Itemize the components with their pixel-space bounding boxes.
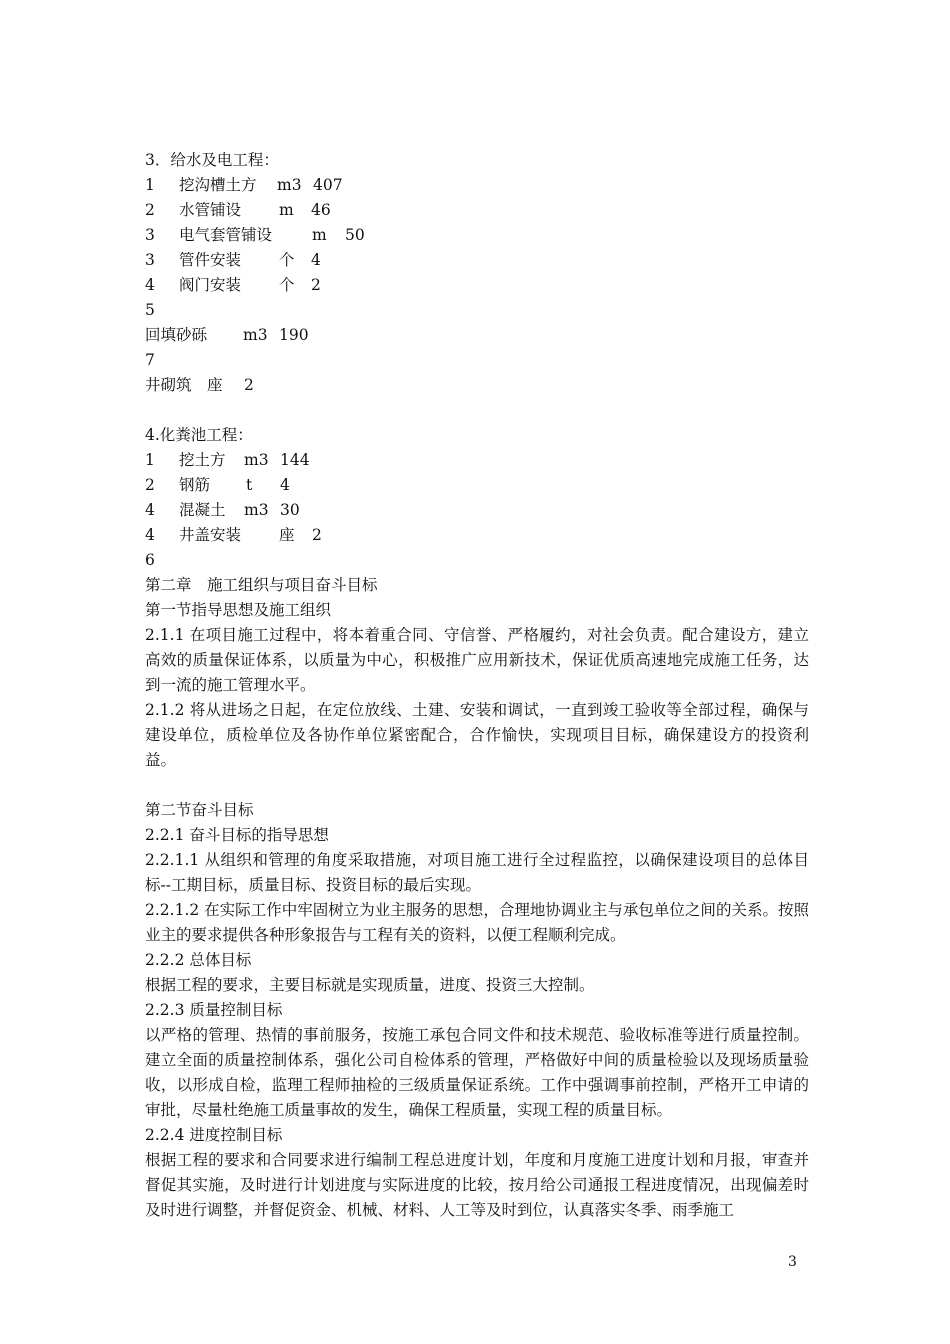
item-name: 钢筋 xyxy=(179,476,211,494)
item-name: 回填砂砾 xyxy=(145,326,208,344)
item-no: 3 xyxy=(145,226,155,244)
item-name: 水管铺设 xyxy=(179,201,242,219)
chapter-title: 第二章 施工组织与项目奋斗目标 xyxy=(145,576,378,594)
list-item xyxy=(145,498,809,523)
item-unit: m3 xyxy=(243,326,268,344)
paragraph: 2.1.2 将从进场之日起，在定位放线、土建、安装和调试，一直到竣工验收等全部过程，确保与建设单位，质检单位及各协作单位紧密配合，合作愉快，实现项目目标，确保建设方的投资利益。 xyxy=(145,701,809,769)
item-no: 2 xyxy=(145,201,155,219)
item-no: 1 xyxy=(145,451,155,469)
item-name: 挖土方 xyxy=(179,451,226,469)
item-no: 4 xyxy=(145,276,155,294)
item-no: 3 xyxy=(145,251,155,269)
section-title: 第一节指导思想及施工组织 xyxy=(145,601,332,619)
item-unit: 个 xyxy=(279,276,295,294)
item-no: 4 xyxy=(145,526,155,544)
page-content xyxy=(145,148,809,1223)
item-name: 井砌筑 xyxy=(145,376,192,394)
item-number-line: 5 xyxy=(145,301,155,319)
item-qty: 2 xyxy=(244,376,254,394)
item-qty: 190 xyxy=(279,326,309,344)
section-title: 第二节奋斗目标 xyxy=(145,801,254,819)
list-item xyxy=(145,373,809,398)
list-item xyxy=(145,323,809,348)
page-number: 3 xyxy=(788,1254,797,1270)
item-unit: t xyxy=(246,476,253,494)
item-qty: 30 xyxy=(280,501,300,519)
list-item xyxy=(145,248,809,273)
item-unit: m3 xyxy=(277,176,302,194)
section-title-water-electric: 3．给水及电工程： xyxy=(145,151,279,169)
item-qty: 4 xyxy=(280,476,290,494)
item-unit: 座 xyxy=(279,526,295,544)
subsection-title: 2.2.1 奋斗目标的指导思想 xyxy=(145,826,329,844)
list-item xyxy=(145,523,809,548)
item-name: 管件安装 xyxy=(179,251,242,269)
paragraph: 2.1.1 在项目施工过程中，将本着重合同、守信誉、严格履约，对社会负责。配合建设方，建立高效的质量保证体系，以质量为中心，积极推广应用新技术，保证优质高速地完成施工任务，达到一流的施工管理水平。 xyxy=(145,626,809,694)
list-item xyxy=(145,173,809,198)
item-no: 1 xyxy=(145,176,155,194)
item-qty: 407 xyxy=(313,176,343,194)
item-name: 挖沟槽土方 xyxy=(179,176,257,194)
item-unit: 座 xyxy=(207,376,223,394)
item-no: 2 xyxy=(145,476,155,494)
list-item xyxy=(145,473,809,498)
paragraph: 以严格的管理、热情的事前服务，按施工承包合同文件和技术规范、验收标准等进行质量控制。建立全面的质量控制体系，强化公司自检体系的管理，严格做好中间的质量检验以及现场质量验收，以形成自检，监理工程师抽检的三级质量保证系统。工作中强调事前控制，严格开工申请的审批，尽量杜绝施工质量事故的发生，确保工程质量，实现工程的质量目标。 xyxy=(145,1026,809,1119)
item-qty: 50 xyxy=(345,226,365,244)
section-title-septic: 4.化粪池工程： xyxy=(145,426,253,444)
item-no: 4 xyxy=(145,501,155,519)
item-unit: m3 xyxy=(244,501,269,519)
list-item xyxy=(145,198,809,223)
item-name: 井盖安装 xyxy=(179,526,242,544)
spacer xyxy=(145,398,809,423)
item-qty: 144 xyxy=(280,451,310,469)
item-number-line: 6 xyxy=(145,551,155,569)
paragraph: 2.2.1.1 从组织和管理的角度采取措施，对项目施工进行全过程监控，以确保建设项目的总体目标--工期目标，质量目标、投资目标的最后实现。 xyxy=(145,851,809,894)
list-item xyxy=(145,448,809,473)
item-unit: m xyxy=(312,226,327,244)
item-name: 电气套管铺设 xyxy=(179,226,273,244)
paragraph: 根据工程的要求，主要目标就是实现质量，进度、投资三大控制。 xyxy=(145,976,595,994)
list-item xyxy=(145,223,809,248)
item-unit: 个 xyxy=(279,251,295,269)
subsection-title: 2.2.4 进度控制目标 xyxy=(145,1126,283,1144)
list-item xyxy=(145,273,809,298)
item-qty: 46 xyxy=(311,201,331,219)
item-number-line: 7 xyxy=(145,351,155,369)
item-unit: m xyxy=(279,201,294,219)
item-name: 混凝土 xyxy=(179,501,226,519)
spacer xyxy=(145,773,809,798)
item-unit: m3 xyxy=(244,451,269,469)
item-qty: 2 xyxy=(311,276,321,294)
item-name: 阀门安装 xyxy=(179,276,242,294)
paragraph: 2.2.1.2 在实际工作中牢固树立为业主服务的思想，合理地协调业主与承包单位之间的关系。按照业主的要求提供各种形象报告与工程有关的资料，以便工程顺利完成。 xyxy=(145,901,809,944)
paragraph: 根据工程的要求和合同要求进行编制工程总进度计划，年度和月度施工进度计划和月报，审查并督促其实施，及时进行计划进度与实际进度的比较，按月给公司通报工程进度情况，出现偏差时及时进行调整，并督促资金、机械、材料、人工等及时到位，认真落实冬季、雨季施工 xyxy=(145,1151,809,1219)
subsection-title: 2.2.2 总体目标 xyxy=(145,951,252,969)
subsection-title: 2.2.3 质量控制目标 xyxy=(145,1001,283,1019)
item-qty: 4 xyxy=(311,251,321,269)
item-qty: 2 xyxy=(312,526,322,544)
